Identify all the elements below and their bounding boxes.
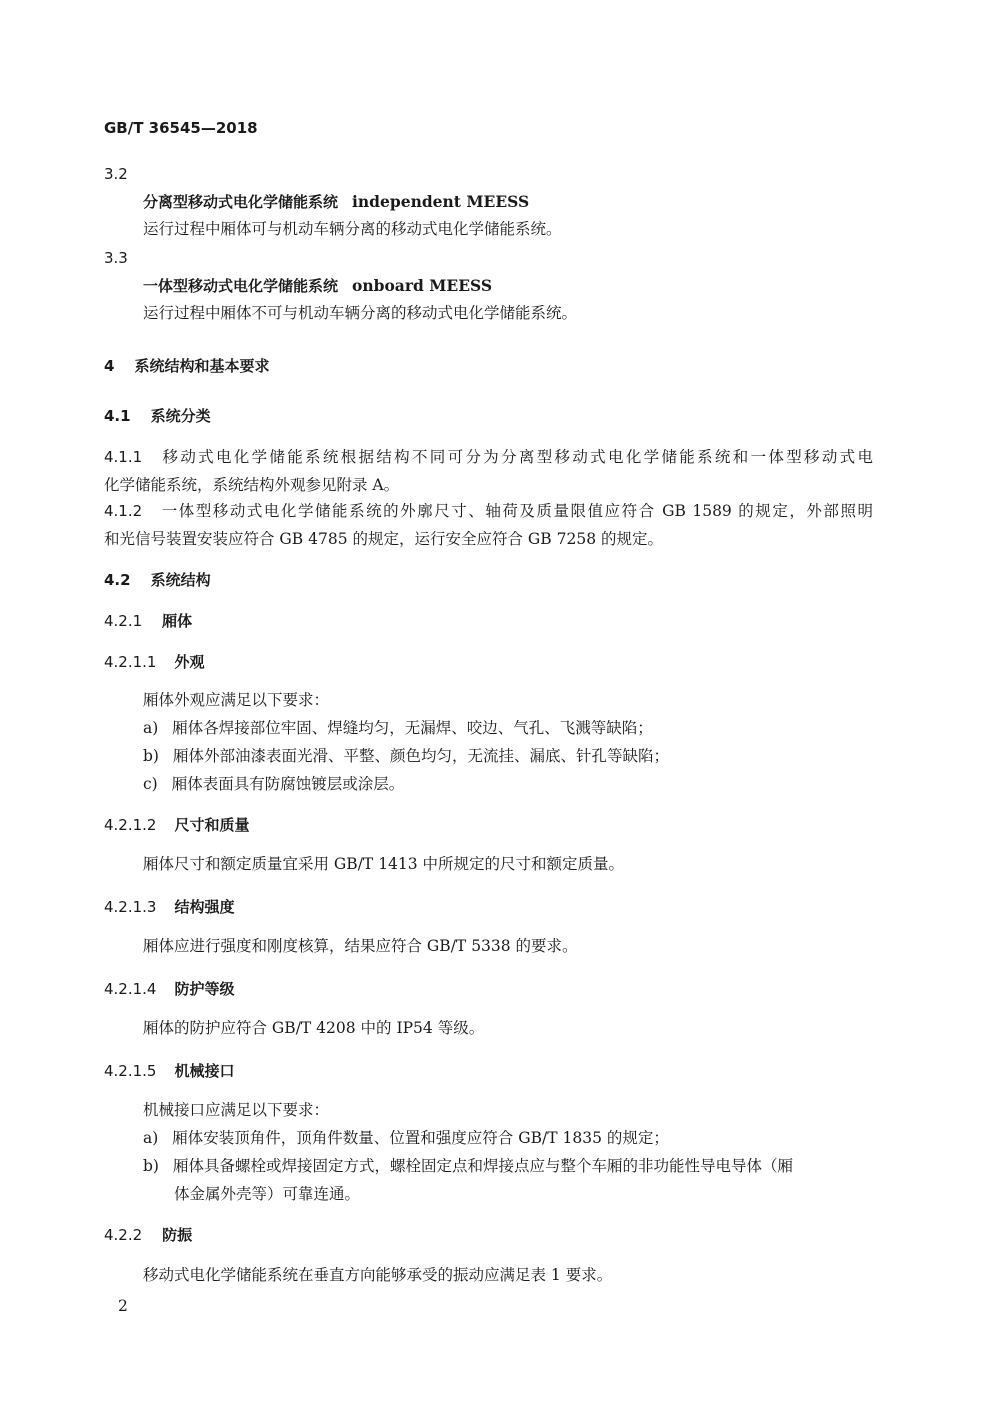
section-number: 4.2.1.5	[104, 1062, 157, 1080]
section-title: 厢体	[162, 612, 193, 630]
section-number: 4.2.1.4	[104, 980, 157, 998]
section-title: 外观	[174, 653, 205, 671]
section-title: 防护等级	[174, 980, 235, 998]
section-number: 4.2.2	[104, 1226, 143, 1244]
section-number: 4.2.1.3	[104, 898, 157, 916]
section-title: 系统结构	[150, 571, 211, 589]
list-text: 厢体各焊接部位牢固、焊缝均匀，无漏焊、咬边、气孔、飞溅等缺陷；	[172, 719, 653, 737]
section-number: 4.2	[104, 571, 131, 589]
section-heading	[104, 900, 235, 915]
section-heading	[104, 359, 269, 374]
section-number: 4	[104, 357, 115, 375]
paragraph-line	[104, 450, 873, 466]
list-item	[143, 777, 404, 793]
term-title	[143, 194, 529, 210]
list-text: 厢体表面具有防腐蚀镀层或涂层。	[171, 775, 405, 793]
section-number: 4.1	[104, 407, 131, 425]
section-heading	[104, 1228, 192, 1243]
term-title-cn: 分离型移动式电化学储能系统	[143, 193, 339, 211]
section-heading	[104, 409, 211, 424]
section-heading	[104, 982, 235, 997]
list-item	[143, 1159, 793, 1175]
section-heading	[104, 655, 205, 670]
paragraph-line: 化学储能系统，系统结构外观参见附录 A。	[104, 476, 400, 494]
list-marker: a)	[143, 1129, 159, 1147]
term-title	[143, 278, 492, 294]
list-item	[143, 749, 669, 765]
term-number: 3.3	[104, 249, 128, 267]
list-intro: 厢体外观应满足以下要求：	[143, 691, 330, 709]
section-title: 尺寸和质量	[174, 816, 250, 834]
list-item	[143, 721, 653, 737]
section-heading	[104, 614, 192, 629]
list-marker: b)	[143, 1157, 159, 1175]
section-title: 系统分类	[150, 407, 211, 425]
paragraph-line: 厢体应进行强度和刚度核算，结果应符合 GB/T 5338 的要求。	[143, 937, 578, 955]
paragraph-line: 厢体的防护应符合 GB/T 4208 中的 IP54 等级。	[143, 1019, 485, 1037]
term-definition: 运行过程中厢体可与机动车辆分离的移动式电化学储能系统。	[143, 220, 562, 238]
section-title: 机械接口	[174, 1062, 235, 1080]
clause-text: 移动式电化学储能系统根据结构不同可分为分离型移动式电化学储能系统和一体型移动式电	[160, 448, 873, 466]
clause-number: 4.1.1	[104, 448, 143, 466]
term-title-en: independent MEESS	[352, 192, 530, 211]
list-intro: 机械接口应满足以下要求：	[143, 1101, 330, 1119]
section-title: 结构强度	[174, 898, 235, 916]
list-marker: a)	[143, 719, 159, 737]
page-number: 2	[118, 1297, 128, 1315]
section-heading	[104, 573, 211, 588]
section-title: 防振	[162, 1226, 193, 1244]
paragraph-line: 和光信号装置安装应符合 GB 4785 的规定，运行安全应符合 GB 7258 的规定。	[104, 530, 664, 548]
section-heading	[104, 818, 250, 833]
list-item-continuation: 体金属外壳等）可靠连通。	[174, 1185, 361, 1203]
paragraph-line: 厢体尺寸和额定质量宜采用 GB/T 1413 中所规定的尺寸和额定质量。	[143, 855, 625, 873]
term-title-en: onboard MEESS	[352, 276, 493, 295]
term-number: 3.2	[104, 165, 128, 183]
section-number: 4.2.1.2	[104, 816, 157, 834]
list-item	[143, 1131, 669, 1147]
clause-number: 4.1.2	[104, 502, 143, 520]
list-marker: c)	[143, 775, 158, 793]
standard-code: GB/T 36545—2018	[104, 119, 258, 137]
list-text: 厢体外部油漆表面光滑、平整、颜色均匀，无流挂、漏底、针孔等缺陷；	[172, 747, 669, 765]
section-heading	[104, 1064, 235, 1079]
list-text: 厢体安装顶角件，顶角件数量、位置和强度应符合 GB/T 1835 的规定；	[172, 1129, 669, 1147]
section-number: 4.2.1.1	[104, 653, 157, 671]
section-number: 4.2.1	[104, 612, 143, 630]
list-marker: b)	[143, 747, 159, 765]
list-text: 厢体具备螺栓或焊接固定方式，螺栓固定点和焊接点应与整个车厢的非功能性导电导体（厢	[172, 1157, 793, 1175]
term-definition: 运行过程中厢体不可与机动车辆分离的移动式电化学储能系统。	[143, 304, 578, 322]
term-title-cn: 一体型移动式电化学储能系统	[143, 277, 339, 295]
section-title: 系统结构和基本要求	[134, 357, 270, 375]
clause-text: 一体型移动式电化学储能系统的外廓尺寸、轴荷及质量限值应符合 GB 1589 的规定，外部照明	[160, 502, 873, 520]
paragraph-line: 移动式电化学储能系统在垂直方向能够承受的振动应满足表 1 要求。	[143, 1266, 613, 1284]
paragraph-line	[104, 504, 873, 520]
